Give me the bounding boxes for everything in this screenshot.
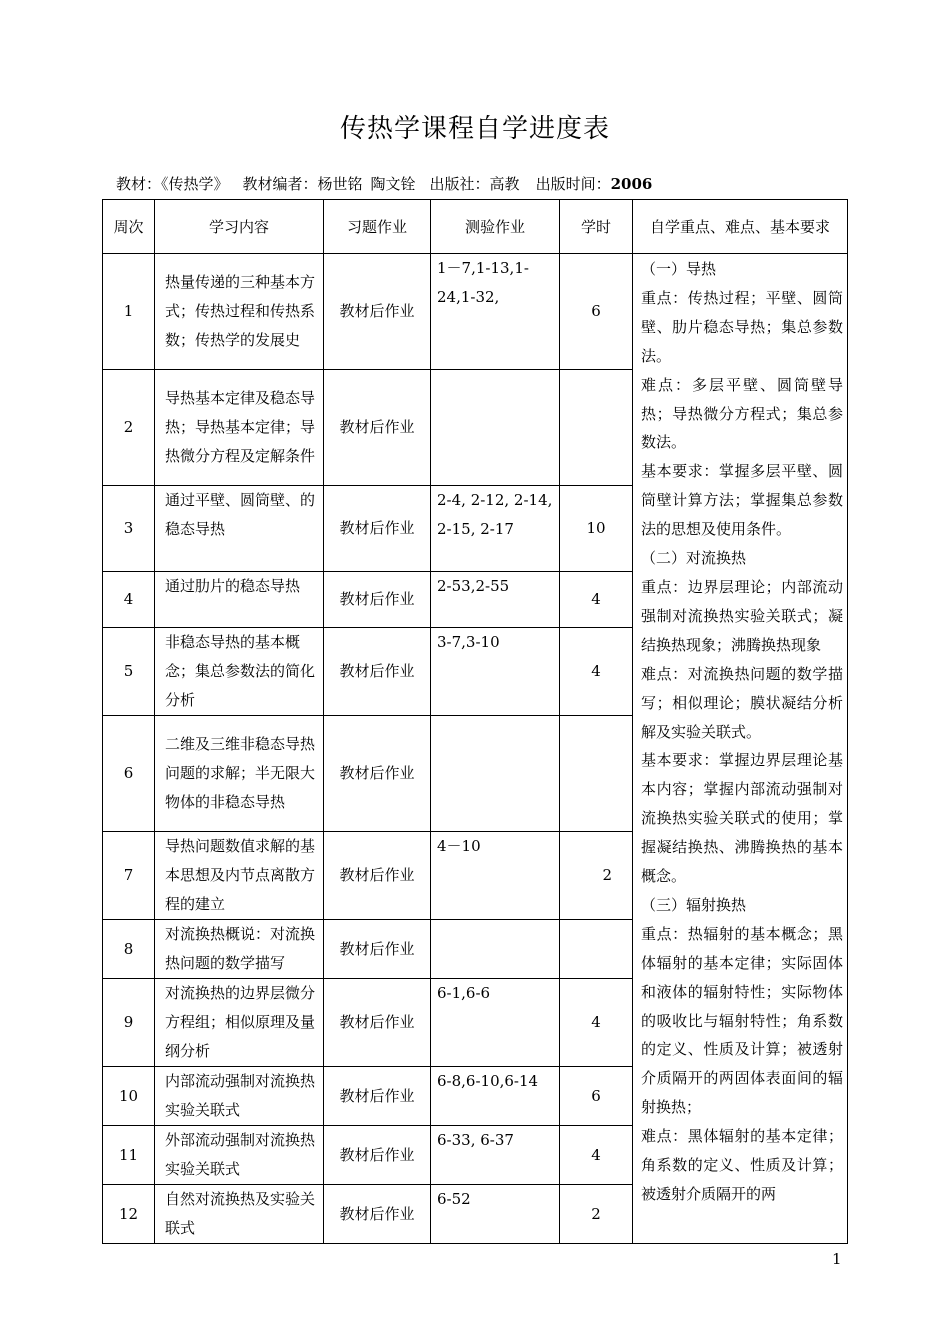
notes-cell <box>633 254 848 1244</box>
week-cell: 4 <box>103 572 155 628</box>
week-cell: 2 <box>103 370 155 486</box>
week-cell: 5 <box>103 628 155 716</box>
page-number: 1 <box>832 1250 842 1268</box>
header-homework: 习题作业 <box>324 200 431 254</box>
header-hours: 学时 <box>560 200 633 254</box>
editor-second: 陶文铨 <box>370 175 416 193</box>
notes-conduction-req: 基本要求：掌握多层平壁、圆筒壁计算方法；掌握集总参数法的思想及使用条件。 <box>641 462 843 539</box>
table-row <box>103 254 848 370</box>
hours-cell: 4 <box>560 979 633 1067</box>
test-cell: 6-1,6-6 <box>431 979 560 1067</box>
homework-cell: 教材后作业 <box>324 370 431 486</box>
hours-cell: 4 <box>560 572 633 628</box>
homework-cell: 教材后作业 <box>324 1185 431 1244</box>
content-cell: 对流换热概说：对流换热问题的数学描写 <box>155 920 324 979</box>
homework-cell: 教材后作业 <box>324 254 431 370</box>
week-cell: 6 <box>103 716 155 832</box>
content-cell: 对流换热的边界层微分方程组；相似原理及量纲分析 <box>155 979 324 1067</box>
homework-cell: 教材后作业 <box>324 920 431 979</box>
notes-heading-convection: （二）对流换热 <box>641 549 747 568</box>
notes-conduction-key: 重点：传热过程；平壁、圆筒壁、肋片稳态导热；集总参数法。 <box>641 288 843 365</box>
content-cell: 通过肋片的稳态导热 <box>155 572 324 628</box>
hours-cell <box>560 716 633 832</box>
week-cell: 3 <box>103 486 155 572</box>
week-cell: 8 <box>103 920 155 979</box>
notes-radiation-key: 重点：热辐射的基本概念；黑体辐射的基本定律；实际固体和液体的辐射特性；实际物体的吸收比与辐射特性；角系数的定义、性质及计算；被透射介质隔开的两固体表面间的辐射换热； <box>641 924 843 1117</box>
content-cell: 自然对流换热及实验关联式 <box>155 1185 324 1244</box>
content-cell: 热量传递的三种基本方式；传热过程和传热系数；传热学的发展史 <box>155 254 324 370</box>
test-cell: 6-52 <box>431 1185 560 1244</box>
week-cell: 11 <box>103 1126 155 1185</box>
hours-cell: 10 <box>560 486 633 572</box>
test-cell: 4－10 <box>431 832 560 920</box>
notes-convection-req: 基本要求：掌握边界层理论基本内容；掌握内部流动强制对流换热实验关联式的使用；掌握凝结换热、沸腾换热的基本概念。 <box>641 751 843 886</box>
content-cell: 导热基本定律及稳态导热；导热基本定律；导热微分方程及定解条件 <box>155 370 324 486</box>
table-header-row <box>103 200 848 254</box>
hours-cell <box>560 920 633 979</box>
homework-cell: 教材后作业 <box>324 1067 431 1126</box>
pub-time-value: 2006 <box>610 175 653 193</box>
test-cell <box>431 370 560 486</box>
week-cell: 10 <box>103 1067 155 1126</box>
test-cell: 1－7,1-13,1-24,1-32, <box>431 254 560 370</box>
header-content: 学习内容 <box>155 200 324 254</box>
header-week: 周次 <box>103 200 155 254</box>
schedule-table <box>102 199 848 1244</box>
hours-cell: 4 <box>560 1126 633 1185</box>
content-cell: 外部流动强制对流换热实验关联式 <box>155 1126 324 1185</box>
publisher-label: 出版社：高教 <box>429 175 520 193</box>
test-cell <box>431 920 560 979</box>
header-notes: 自学重点、难点、基本要求 <box>633 200 848 254</box>
homework-cell: 教材后作业 <box>324 832 431 920</box>
notes-convection-key: 重点：边界层理论；内部流动强制对流换热实验关联式；凝结换热现象；沸腾换热现象 <box>641 577 843 654</box>
hours-cell: 2 <box>560 1185 633 1244</box>
week-cell: 9 <box>103 979 155 1067</box>
hours-cell: 6 <box>560 1067 633 1126</box>
pub-time-label: 出版时间： <box>535 175 611 193</box>
hours-cell: 6 <box>560 254 633 370</box>
test-cell: 3-7,3-10 <box>431 628 560 716</box>
week-cell: 1 <box>103 254 155 370</box>
editors-label: 教材编者：杨世铭 <box>242 175 363 193</box>
textbook-info <box>116 173 652 194</box>
homework-cell: 教材后作业 <box>324 1126 431 1185</box>
homework-cell: 教材后作业 <box>324 628 431 716</box>
notes-convection-difficult: 难点：对流换热问题的数学描写；相似理论；膜状凝结分析解及实验关联式。 <box>641 664 843 741</box>
notes-conduction-difficult: 难点：多层平壁、圆筒壁导热；导热微分方程式；集总参数法。 <box>641 375 843 452</box>
homework-cell: 教材后作业 <box>324 716 431 832</box>
textbook-label: 教材：《传热学》 <box>116 175 229 193</box>
homework-cell: 教材后作业 <box>324 979 431 1067</box>
week-cell: 7 <box>103 832 155 920</box>
header-test: 测验作业 <box>431 200 560 254</box>
hours-cell: 4 <box>560 628 633 716</box>
test-cell <box>431 716 560 832</box>
test-cell: 2-53,2-55 <box>431 572 560 628</box>
page-title: 传热学课程自学进度表 <box>339 114 610 144</box>
notes-heading-conduction: （一）导热 <box>641 260 717 278</box>
test-cell: 2-4, 2-12, 2-14, 2-15, 2-17 <box>431 486 560 572</box>
notes-heading-radiation: （三）辐射换热 <box>641 895 747 914</box>
content-cell: 非稳态导热的基本概念；集总参数法的简化分析 <box>155 628 324 716</box>
hours-cell <box>560 370 633 486</box>
hours-cell: 2 <box>560 832 633 920</box>
content-cell: 通过平壁、圆筒壁、的稳态导热 <box>155 486 324 572</box>
test-cell: 6-33, 6-37 <box>431 1126 560 1185</box>
test-cell: 6-8,6-10,6-14 <box>431 1067 560 1126</box>
notes-radiation-difficult: 难点：黑体辐射的基本定律；角系数的定义、性质及计算；被透射介质隔开的两 <box>641 1127 843 1203</box>
week-cell: 12 <box>103 1185 155 1244</box>
homework-cell: 教材后作业 <box>324 486 431 572</box>
content-cell: 导热问题数值求解的基本思想及内节点离散方程的建立 <box>155 832 324 920</box>
homework-cell: 教材后作业 <box>324 572 431 628</box>
content-cell: 二维及三维非稳态导热问题的求解；半无限大物体的非稳态导热 <box>155 716 324 832</box>
content-cell: 内部流动强制对流换热实验关联式 <box>155 1067 324 1126</box>
